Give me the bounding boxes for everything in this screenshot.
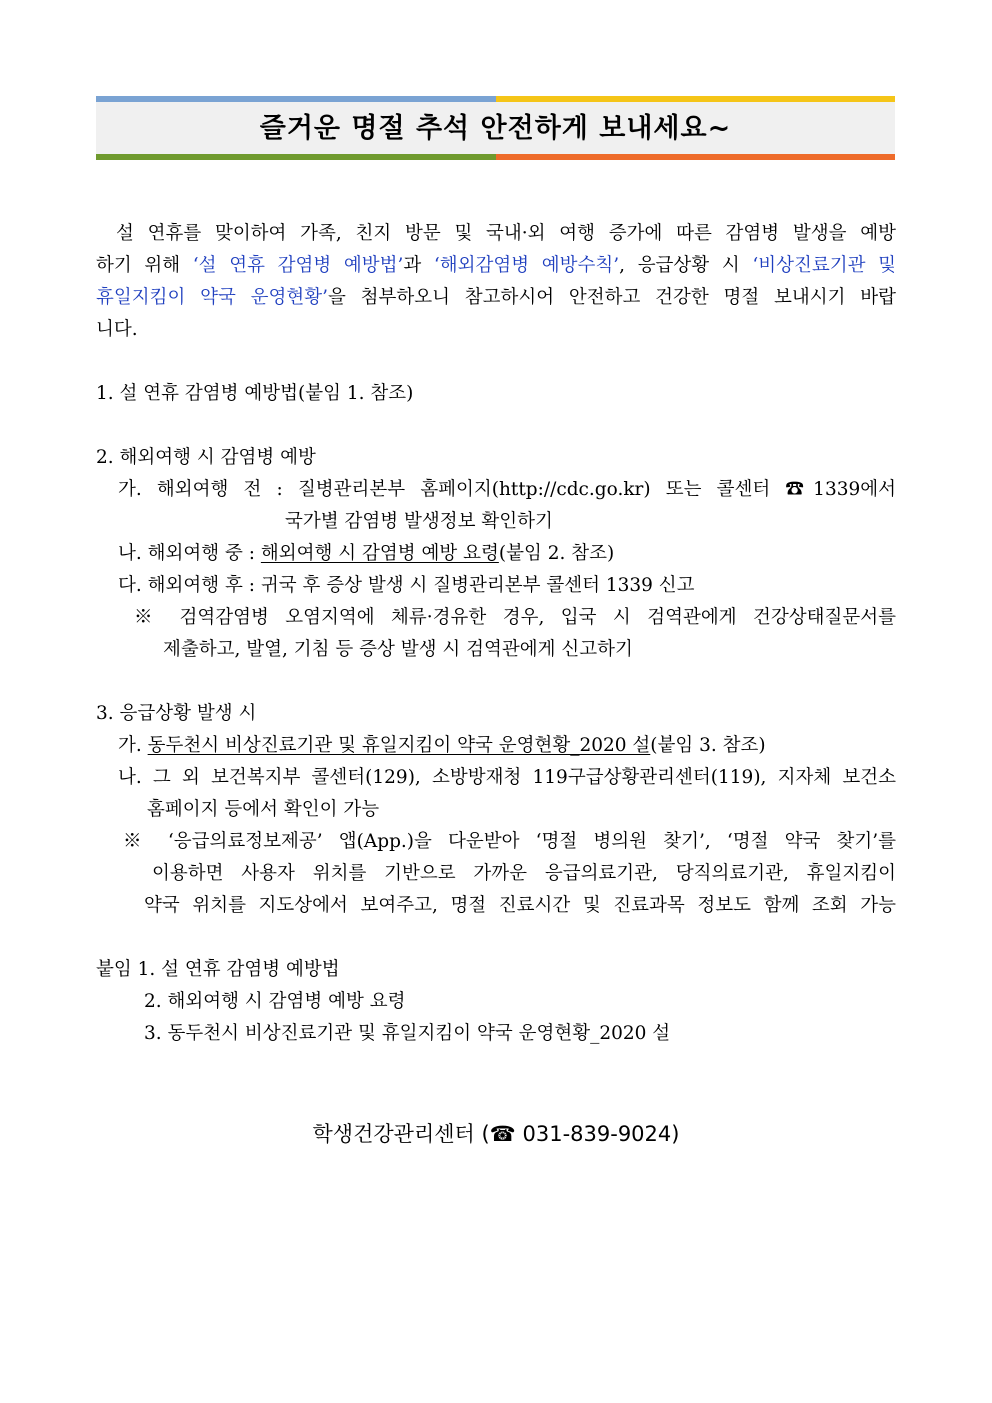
section-2-note-line-2: 제출하고, 발열, 기침 등 증상 발생 시 검역관에게 신고하기 — [163, 639, 633, 660]
attachment-3: 3. 동두천시 비상진료기관 및 휴일지킴이 약국 운영현황_2020 설 — [144, 1023, 671, 1044]
banner-bar-top-right — [496, 96, 895, 102]
intro-highlight-overseas-rules: ‘해외감염병 예방수칙’ — [433, 255, 620, 276]
page-title: 즐거운 명절 추석 안전하게 보내세요~ — [259, 113, 732, 144]
during-travel-guide-link: 해외여행 시 감염병 예방 요령 — [260, 543, 499, 564]
section-3-note-line-3: 약국 위치를 지도상에서 보여주고, 명절 진료시간 및 진료과목 정보도 함께 조회 가능 — [144, 895, 896, 916]
section-2-item-before-travel: 가. 해외여행 전 : 질병관리본부 홈페이지(http://cdc.go.kr) 또는 콜센터 ☎1339에서 — [118, 479, 896, 500]
item-ref: (붙임 2. 참조) — [498, 543, 615, 564]
intro-highlight-pharmacy-status: 휴일지킴이 약국 운영현황’ — [96, 287, 328, 308]
section-3-item-b-line-1: 나. 그 외 보건복지부 콜센터(129), 소방방재청 119구급상황관리센터(119), 지자체 보건소 — [118, 767, 896, 788]
section-3-note-line-1: ※ ‘응급의료정보제공’ 앱(App.)을 다운받아 ‘명절 병의원 찾기’, ‘명절 약국 찾기’를 — [123, 831, 896, 852]
section-3-item-b-line-2: 홈페이지 등에서 확인이 가능 — [147, 799, 380, 820]
section-3-heading: 3. 응급상황 발생 시 — [96, 703, 257, 724]
section-2-item-during-travel — [118, 542, 614, 566]
banner-bar-top-left — [96, 96, 496, 102]
intro-line-4: 니다. — [96, 319, 138, 340]
item-label: 가. — [118, 735, 148, 756]
section-1-heading: 1. 설 연휴 감염병 예방법(붙임 1. 참조) — [96, 383, 414, 404]
section-2-note-line-1: ※ 검역감염병 오염지역에 체류·경유한 경우, 입국 시 검역관에게 건강상태질문서를 — [134, 607, 896, 628]
footer-contact: 학생건강관리센터 (☎ 031-839-9024) — [312, 1122, 680, 1146]
banner-bar-bottom-left — [96, 154, 496, 160]
intro-highlight-holiday-prevention: ‘설 연휴 감염병 예방법’ — [192, 255, 404, 276]
section-2-heading: 2. 해외여행 시 감염병 예방 — [96, 447, 316, 468]
item-label: 나. 해외여행 중 : — [118, 543, 261, 564]
section-3-item-a — [118, 734, 766, 758]
section-3-note-line-2: 이용하면 사용자 위치를 기반으로 가까운 응급의료기관, 당직의료기관, 휴일지킴이 — [152, 863, 896, 884]
intro-highlight-emergency-status: ‘비상진료기관 및 — [752, 255, 896, 276]
emergency-status-link: 동두천시 비상진료기관 및 휴일지킴이 약국 운영현황_2020 설 — [147, 735, 651, 756]
intro-line-2 — [96, 254, 896, 278]
banner-bar-bottom-right — [496, 154, 895, 160]
intro-text: 을 첨부하오니 참고하시어 안전하고 건강한 명절 보내시기 바랍 — [328, 287, 896, 308]
intro-line-3 — [96, 286, 896, 310]
intro-line-1: 설 연휴를 맞이하여 가족, 친지 방문 및 국내·외 여행 증가에 따른 감염병 발생을 예방 — [116, 223, 896, 244]
section-2-item-before-travel-cont: 국가별 감염병 발생정보 확인하기 — [285, 511, 553, 532]
intro-text: 과 — [403, 255, 434, 276]
item-ref: (붙임 3. 참조) — [650, 735, 766, 756]
attachment-1: 붙임 1. 설 연휴 감염병 예방법 — [96, 959, 340, 980]
attachment-2: 2. 해외여행 시 감염병 예방 요령 — [144, 991, 406, 1012]
intro-text: 하기 위해 — [96, 255, 193, 276]
title-banner — [96, 96, 895, 160]
intro-text: , 응급상황 시 — [619, 255, 753, 276]
section-2-item-after-travel: 다. 해외여행 후 : 귀국 후 증상 발생 시 질병관리본부 콜센터 1339 신고 — [118, 575, 695, 596]
